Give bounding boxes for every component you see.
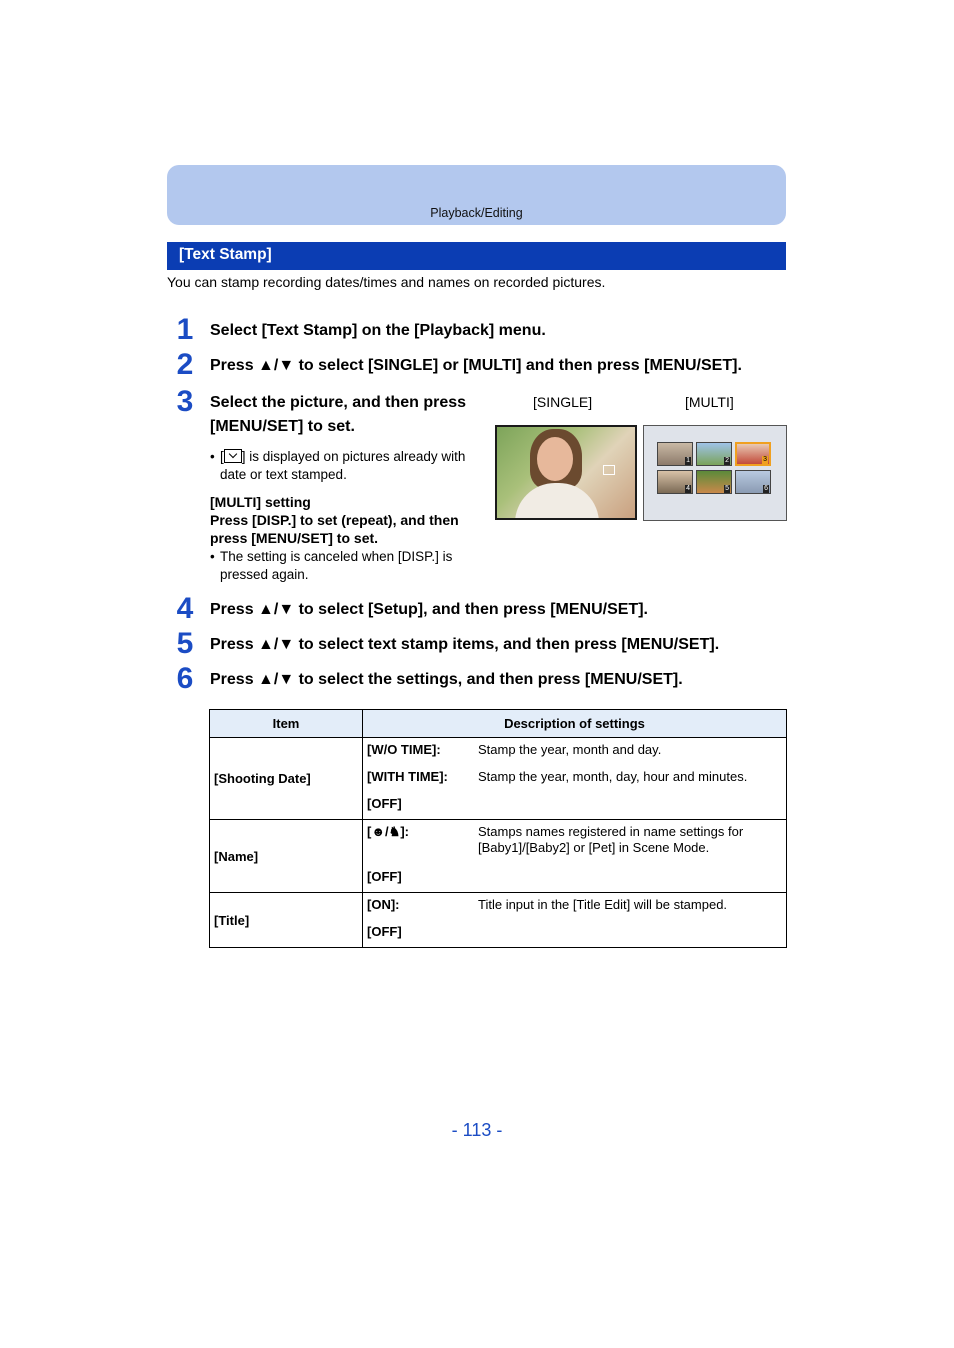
step-text-3-line1: Select the picture, and then press — [210, 394, 467, 411]
breadcrumb: Playback/Editing — [430, 206, 523, 220]
step-number-3: 3 — [176, 385, 194, 418]
section-title-bar — [167, 242, 786, 270]
header-description: Description of settings — [363, 710, 787, 738]
header-band — [167, 165, 786, 225]
table-row — [210, 893, 787, 948]
multi-preview-image — [643, 425, 787, 521]
intro-text: You can stamp recording dates/times and names on recorded pictures. — [167, 274, 606, 290]
single-label: [SINGLE] — [533, 394, 593, 410]
step-text-3-line2: [MENU/SET] to set. — [210, 418, 355, 435]
item-cell: [Name] — [210, 820, 363, 893]
pet-icon: ♞ — [388, 824, 401, 839]
item-cell: [Title] — [210, 893, 363, 948]
option-row: [OFF] — [367, 924, 402, 939]
baby-icon: ☻ — [371, 824, 386, 839]
note-disp-cancel: • The setting is canceled when [DISP.] is pressed again. — [210, 549, 453, 582]
multi-setting-line2: press [MENU/SET] to set. — [210, 530, 379, 546]
multi-label: [MULTI] — [685, 394, 734, 410]
thumbnail-2: 2 — [696, 442, 732, 466]
note-stamp-displayed: • [ ] is displayed on pictures already with date or text stamped. — [210, 449, 466, 482]
option-row: [W/O TIME]: Stamp the year, month and day. — [367, 742, 662, 757]
step-text-5: Press ▲/▼ to select text stamp items, and then press [MENU/SET]. — [210, 636, 720, 653]
option-row: [OFF] — [367, 796, 402, 811]
table-header-row — [210, 710, 787, 738]
page-number: - 113 - — [451, 1120, 503, 1140]
text-stamp-icon — [224, 449, 242, 463]
multi-setting-heading: [MULTI] setting — [210, 494, 311, 510]
option-row: [OFF] — [367, 869, 402, 884]
multi-setting-line1: Press [DISP.] to set (repeat), and then — [210, 512, 459, 528]
single-preview-image — [495, 425, 637, 520]
option-row: [WITH TIME]: Stamp the year, month, day, hour and minutes. — [367, 769, 748, 784]
stamp-indicator-icon — [603, 465, 615, 475]
settings-table — [209, 709, 787, 948]
options-cell — [363, 820, 787, 893]
thumbnail-1: 1 — [657, 442, 693, 466]
options-cell — [363, 738, 787, 820]
item-cell: [Shooting Date] — [210, 738, 363, 820]
option-row: [ON]: Title input in the [Title Edit] will be stamped. — [367, 897, 728, 912]
step-text-2: Press ▲/▼ to select [SINGLE] or [MULTI] and then press [MENU/SET]. — [210, 357, 742, 374]
option-row: [☻/♞]: Stamps names registered in name settings for [Baby1]/[Baby2] or [Pet] in Scene Mode. — [367, 824, 744, 855]
step-text-1: Select [Text Stamp] on the [Playback] menu. — [210, 322, 546, 339]
step-number-2: 2 — [176, 348, 194, 381]
step-number-4: 4 — [176, 592, 194, 625]
header-item: Item — [210, 710, 363, 738]
thumbnail-5: 5 — [696, 470, 732, 494]
step-text-4: Press ▲/▼ to select [Setup], and then press [MENU/SET]. — [210, 601, 648, 618]
step-number-6: 6 — [176, 662, 194, 695]
thumbnail-6: 6 — [735, 470, 771, 494]
step-number-1: 1 — [176, 313, 194, 346]
table-row — [210, 738, 787, 820]
step-text-6: Press ▲/▼ to select the settings, and then press [MENU/SET]. — [210, 671, 683, 688]
step-number-5: 5 — [176, 627, 194, 660]
thumbnail-4: 4 — [657, 470, 693, 494]
options-cell — [363, 893, 787, 948]
table-row — [210, 820, 787, 893]
thumbnail-3: 3 — [735, 442, 771, 466]
section-title: [Text Stamp] — [179, 246, 272, 263]
